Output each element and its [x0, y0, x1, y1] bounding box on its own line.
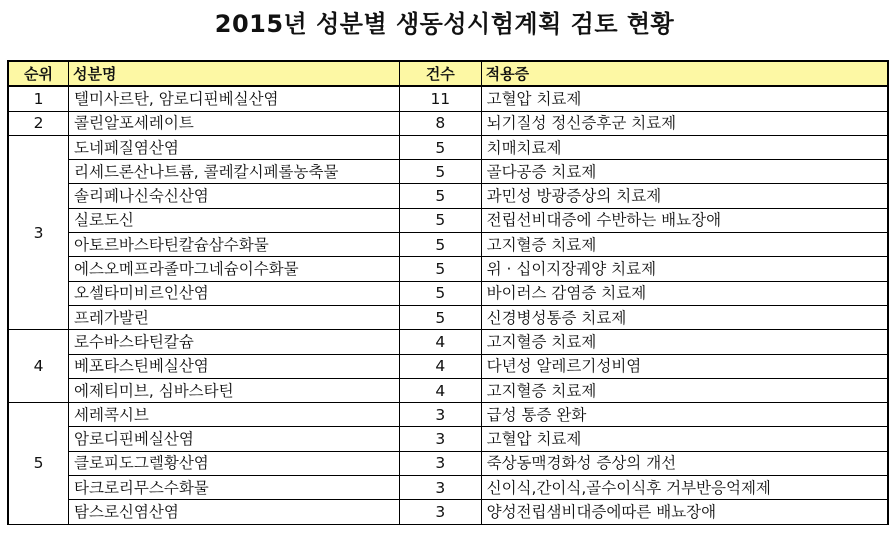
ingredient-cell: 도네페질염산염	[69, 135, 400, 159]
table-row	[8, 403, 888, 427]
table-row	[8, 160, 888, 184]
rank-cell: 2	[8, 111, 69, 135]
count-cell: 3	[400, 500, 482, 524]
table-row	[8, 427, 888, 451]
indication-cell: 죽상동맥경화성 증상의 개선	[481, 451, 888, 475]
indication-cell: 과민성 방광증상의 치료제	[481, 184, 888, 208]
indication-cell: 치매치료제	[481, 135, 888, 159]
count-cell: 4	[400, 330, 482, 354]
ingredient-cell: 클로피도그렐황산염	[69, 451, 400, 475]
indication-cell: 다년성 알레르기성비염	[481, 354, 888, 378]
header-indication: 적용증	[481, 61, 888, 86]
table-row	[8, 500, 888, 524]
ingredient-cell: 에제티미브, 심바스타틴	[69, 378, 400, 402]
indication-cell: 전립선비대증에 수반하는 배뇨장애	[481, 208, 888, 232]
count-cell: 5	[400, 305, 482, 329]
ingredient-cell: 실로도신	[69, 208, 400, 232]
table-row	[8, 451, 888, 475]
count-cell: 5	[400, 135, 482, 159]
rank-cell: 5	[8, 403, 69, 524]
table-row	[8, 208, 888, 232]
count-cell: 5	[400, 281, 482, 305]
indication-cell: 고혈압 치료제	[481, 427, 888, 451]
ingredient-cell: 솔리페나신숙신산염	[69, 184, 400, 208]
table-row	[8, 305, 888, 329]
table-row	[8, 111, 888, 135]
ingredient-cell: 암로디핀베실산염	[69, 427, 400, 451]
count-cell: 4	[400, 354, 482, 378]
count-cell: 5	[400, 208, 482, 232]
table-row	[8, 184, 888, 208]
indication-cell: 고지혈증 치료제	[481, 330, 888, 354]
table-row	[8, 86, 888, 111]
count-cell: 3	[400, 476, 482, 500]
ingredient-cell: 베포타스틴베실산염	[69, 354, 400, 378]
count-cell: 3	[400, 451, 482, 475]
review-status-table	[7, 60, 889, 525]
ingredient-cell: 탐스로신염산염	[69, 500, 400, 524]
ingredient-cell: 에스오메프라졸마그네슘이수화물	[69, 257, 400, 281]
table-header-row	[8, 61, 888, 86]
indication-cell: 골다공증 치료제	[481, 160, 888, 184]
indication-cell: 신경병성통증 치료제	[481, 305, 888, 329]
indication-cell: 급성 통증 완화	[481, 403, 888, 427]
table-row	[8, 135, 888, 159]
table-row	[8, 378, 888, 402]
table-row	[8, 281, 888, 305]
count-cell: 3	[400, 427, 482, 451]
count-cell: 8	[400, 111, 482, 135]
table-row	[8, 330, 888, 354]
rank-cell: 3	[8, 135, 69, 329]
ingredient-cell: 로수바스타틴칼슘	[69, 330, 400, 354]
table-row	[8, 257, 888, 281]
count-cell: 5	[400, 160, 482, 184]
indication-cell: 위 · 십이지장궤양 치료제	[481, 257, 888, 281]
count-cell: 5	[400, 233, 482, 257]
indication-cell: 고혈압 치료제	[481, 86, 888, 111]
ingredient-cell: 리세드론산나트륨, 콜레칼시페롤농축물	[69, 160, 400, 184]
rank-cell: 4	[8, 330, 69, 403]
table-row	[8, 476, 888, 500]
indication-cell: 바이러스 감염증 치료제	[481, 281, 888, 305]
count-cell: 11	[400, 86, 482, 111]
ingredient-cell: 오셀타미비르인산염	[69, 281, 400, 305]
header-count: 건수	[400, 61, 482, 86]
indication-cell: 고지혈증 치료제	[481, 233, 888, 257]
indication-cell: 고지혈증 치료제	[481, 378, 888, 402]
indication-cell: 양성전립샘비대증에따른 배뇨장애	[481, 500, 888, 524]
ingredient-cell: 텔미사르탄, 암로디핀베실산염	[69, 86, 400, 111]
ingredient-cell: 콜린알포세레이트	[69, 111, 400, 135]
page-title: 2015년 성분별 생동성시험계획 검토 현황	[214, 10, 675, 38]
rank-cell: 1	[8, 86, 69, 111]
table-row	[8, 233, 888, 257]
count-cell: 5	[400, 184, 482, 208]
ingredient-cell: 아토르바스타틴칼슘삼수화물	[69, 233, 400, 257]
header-name: 성분명	[69, 61, 400, 86]
indication-cell: 신이식,간이식,골수이식후 거부반응억제제	[481, 476, 888, 500]
count-cell: 4	[400, 378, 482, 402]
count-cell: 3	[400, 403, 482, 427]
indication-cell: 뇌기질성 정신증후군 치료제	[481, 111, 888, 135]
table-row	[8, 354, 888, 378]
count-cell: 5	[400, 257, 482, 281]
ingredient-cell: 타크로리무스수화물	[69, 476, 400, 500]
header-rank: 순위	[8, 61, 69, 86]
ingredient-cell: 세레콕시브	[69, 403, 400, 427]
ingredient-cell: 프레가발린	[69, 305, 400, 329]
